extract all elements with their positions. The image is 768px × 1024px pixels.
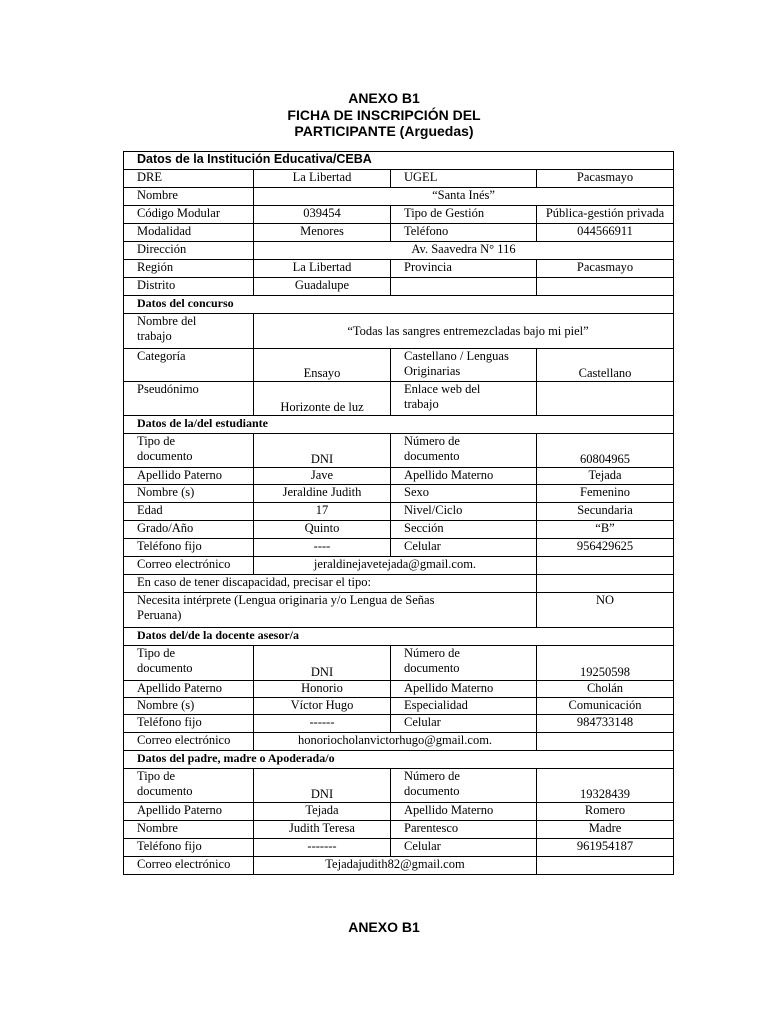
table-row — [124, 278, 674, 296]
footer-annex-title: ANEXO B1 — [348, 919, 420, 935]
student-doc-number-value: 60804965 — [537, 434, 674, 468]
registration-form-table — [123, 151, 674, 875]
management-type-value: Pública-gestión privada — [537, 206, 674, 224]
web-link-value — [537, 382, 674, 416]
teacher-doc-number-label-line1: Número de — [404, 646, 460, 660]
language-value: Castellano — [537, 349, 674, 382]
student-level-label: Nivel/Ciclo — [391, 503, 537, 521]
work-name-value: “Todas las sangres entremezcladas bajo mi piel” — [254, 314, 674, 349]
contest-section-row — [124, 296, 674, 314]
district-label: Distrito — [124, 278, 254, 296]
teacher-landline-value: ------ — [254, 715, 391, 733]
teacher-section-row — [124, 628, 674, 646]
district-value: Guadalupe — [254, 278, 391, 296]
work-name-label-line1: Nombre del — [137, 314, 197, 328]
student-doc-type-label — [124, 434, 254, 468]
student-paternal-surname-value: Jave — [254, 468, 391, 485]
student-landline-label: Teléfono fijo — [124, 539, 254, 557]
table-row — [124, 681, 674, 698]
student-sex-label: Sexo — [391, 485, 537, 503]
guardian-paternal-surname-label: Apellido Paterno — [124, 803, 254, 821]
student-doc-type-value: DNI — [254, 434, 391, 468]
table-row — [124, 821, 674, 839]
student-section-row — [124, 416, 674, 434]
student-email-label: Correo electrónico — [124, 557, 254, 575]
student-names-value: Jeraldine Judith — [254, 485, 391, 503]
table-row — [124, 521, 674, 539]
teacher-doc-type-label-line1: Tipo de — [137, 646, 176, 660]
teacher-paternal-surname-value: Honorio — [254, 681, 391, 698]
web-link-label-line1: Enlace web del — [404, 382, 481, 396]
table-row — [124, 698, 674, 715]
disability-label: En caso de tener discapacidad, precisar el tipo: — [124, 575, 537, 593]
guardian-mobile-label: Celular — [391, 839, 537, 857]
student-age-value: 17 — [254, 503, 391, 521]
work-name-label — [124, 314, 254, 349]
table-row — [124, 503, 674, 521]
guardian-landline-value: ------- — [254, 839, 391, 857]
table-row — [124, 349, 674, 382]
student-doc-number-label-line1: Número de — [404, 434, 460, 448]
interpreter-value: NO — [537, 593, 674, 628]
teacher-doc-number-label — [391, 646, 537, 681]
guardian-doc-type-label — [124, 769, 254, 803]
student-doc-type-label-line1: Tipo de — [137, 434, 176, 448]
empty-cell — [391, 278, 537, 296]
guardian-doc-number-label-line2: documento — [404, 784, 460, 798]
student-landline-value: ---- — [254, 539, 391, 557]
table-row — [124, 803, 674, 821]
student-mobile-value: 956429625 — [537, 539, 674, 557]
annex-title: ANEXO B1 — [348, 90, 420, 106]
school-phone-value: 044566911 — [537, 224, 674, 242]
teacher-landline-label: Teléfono fijo — [124, 715, 254, 733]
table-row — [124, 242, 674, 260]
teacher-doc-type-label — [124, 646, 254, 681]
guardian-relationship-value: Madre — [537, 821, 674, 839]
teacher-doc-number-value: 19250598 — [537, 646, 674, 681]
table-row — [124, 260, 674, 278]
student-age-label: Edad — [124, 503, 254, 521]
management-type-label: Tipo de Gestión — [391, 206, 537, 224]
school-name-label: Nombre — [124, 188, 254, 206]
table-row — [124, 857, 674, 875]
table-row — [124, 593, 674, 628]
student-mobile-label: Celular — [391, 539, 537, 557]
table-row — [124, 224, 674, 242]
student-section-value: “B” — [537, 521, 674, 539]
teacher-maternal-surname-value: Cholán — [537, 681, 674, 698]
region-value: La Libertad — [254, 260, 391, 278]
teacher-email-value: honoriocholanvictorhugo@gmail.com. — [254, 733, 537, 751]
guardian-email-label: Correo electrónico — [124, 857, 254, 875]
student-section-title: Datos de la/del estudiante — [124, 416, 674, 434]
guardian-maternal-surname-value: Romero — [537, 803, 674, 821]
student-maternal-surname-label: Apellido Materno — [391, 468, 537, 485]
student-grade-value: Quinto — [254, 521, 391, 539]
disability-value — [537, 575, 674, 593]
student-grade-label: Grado/Año — [124, 521, 254, 539]
guardian-relationship-label: Parentesco — [391, 821, 537, 839]
web-link-label — [391, 382, 537, 416]
empty-cell — [537, 278, 674, 296]
table-row — [124, 733, 674, 751]
ugel-value: Pacasmayo — [537, 170, 674, 188]
modular-code-label: Código Modular — [124, 206, 254, 224]
web-link-label-line2: trabajo — [404, 397, 439, 411]
teacher-names-value: Víctor Hugo — [254, 698, 391, 715]
teacher-specialty-value: Comunicación — [537, 698, 674, 715]
guardian-name-value: Judith Teresa — [254, 821, 391, 839]
table-row — [124, 575, 674, 593]
modular-code-value: 039454 — [254, 206, 391, 224]
teacher-names-label: Nombre (s) — [124, 698, 254, 715]
dre-label: DRE — [124, 170, 254, 188]
guardian-mobile-value: 961954187 — [537, 839, 674, 857]
teacher-doc-number-label-line2: documento — [404, 661, 460, 675]
teacher-doc-type-value: DNI — [254, 646, 391, 681]
guardian-maternal-surname-label: Apellido Materno — [391, 803, 537, 821]
address-value: Av. Saavedra N° 116 — [254, 242, 674, 260]
guardian-section-row — [124, 751, 674, 769]
guardian-doc-type-label-line2: documento — [137, 784, 193, 798]
modality-value: Menores — [254, 224, 391, 242]
guardian-doc-number-label-line1: Número de — [404, 769, 460, 783]
form-title: FICHA DE INSCRIPCIÓN DEL — [287, 107, 481, 123]
school-name-value: “Santa Inés” — [254, 188, 674, 206]
address-label: Dirección — [124, 242, 254, 260]
table-row — [124, 188, 674, 206]
guardian-doc-type-label-line1: Tipo de — [137, 769, 176, 783]
teacher-mobile-label: Celular — [391, 715, 537, 733]
empty-cell — [537, 857, 674, 875]
student-maternal-surname-value: Tejada — [537, 468, 674, 485]
teacher-maternal-surname-label: Apellido Materno — [391, 681, 537, 698]
region-label: Región — [124, 260, 254, 278]
pseudonym-value: Horizonte de luz — [254, 382, 391, 416]
teacher-doc-type-label-line2: documento — [137, 661, 193, 675]
table-row — [124, 382, 674, 416]
table-row — [124, 314, 674, 349]
pseudonym-label: Pseudónimo — [124, 382, 254, 416]
guardian-paternal-surname-value: Tejada — [254, 803, 391, 821]
student-doc-number-label-line2: documento — [404, 449, 460, 463]
guardian-name-label: Nombre — [124, 821, 254, 839]
institution-section-title: Datos de la Institución Educativa/CEBA — [124, 152, 674, 170]
form-subtitle: PARTICIPANTE (Arguedas) — [294, 123, 474, 139]
guardian-email-value: Tejadajudith82@gmail.com — [254, 857, 537, 875]
student-doc-number-label — [391, 434, 537, 468]
contest-section-title: Datos del concurso — [124, 296, 674, 314]
table-row — [124, 557, 674, 575]
student-doc-type-label-line2: documento — [137, 449, 193, 463]
teacher-specialty-label: Especialidad — [391, 698, 537, 715]
work-name-label-line2: trabajo — [137, 329, 172, 343]
interpreter-label-line2: Peruana) — [137, 608, 182, 622]
interpreter-label-line1: Necesita intérprete (Lengua originaria y/o Lengua de Señas — [137, 593, 435, 607]
modality-label: Modalidad — [124, 224, 254, 242]
guardian-landline-label: Teléfono fijo — [124, 839, 254, 857]
guardian-doc-number-value: 19328439 — [537, 769, 674, 803]
empty-cell — [537, 733, 674, 751]
guardian-section-title: Datos del padre, madre o Apoderada/o — [124, 751, 674, 769]
table-row — [124, 715, 674, 733]
language-label-line1: Castellano / Lenguas — [404, 349, 509, 363]
school-phone-label: Teléfono — [391, 224, 537, 242]
student-section-label: Sección — [391, 521, 537, 539]
empty-cell — [537, 557, 674, 575]
category-label: Categoría — [124, 349, 254, 382]
dre-value: La Libertad — [254, 170, 391, 188]
guardian-doc-number-label — [391, 769, 537, 803]
student-level-value: Secundaria — [537, 503, 674, 521]
guardian-doc-type-value: DNI — [254, 769, 391, 803]
table-row — [124, 468, 674, 485]
language-label — [391, 349, 537, 382]
interpreter-label — [124, 593, 537, 628]
table-row — [124, 539, 674, 557]
teacher-mobile-value: 984733148 — [537, 715, 674, 733]
teacher-paternal-surname-label: Apellido Paterno — [124, 681, 254, 698]
table-row — [124, 839, 674, 857]
ugel-label: UGEL — [391, 170, 537, 188]
category-value: Ensayo — [254, 349, 391, 382]
table-row — [124, 170, 674, 188]
table-row — [124, 769, 674, 803]
language-label-line2: Originarias — [404, 364, 461, 378]
student-sex-value: Femenino — [537, 485, 674, 503]
table-row — [124, 434, 674, 468]
table-row — [124, 485, 674, 503]
table-row — [124, 646, 674, 681]
teacher-email-label: Correo electrónico — [124, 733, 254, 751]
student-email-value: jeraldinejavetejada@gmail.com. — [254, 557, 537, 575]
student-paternal-surname-label: Apellido Paterno — [124, 468, 254, 485]
province-value: Pacasmayo — [537, 260, 674, 278]
province-label: Provincia — [391, 260, 537, 278]
table-row — [124, 206, 674, 224]
institution-section-row — [124, 152, 674, 170]
student-names-label: Nombre (s) — [124, 485, 254, 503]
teacher-section-title: Datos del/de la docente asesor/a — [124, 628, 674, 646]
